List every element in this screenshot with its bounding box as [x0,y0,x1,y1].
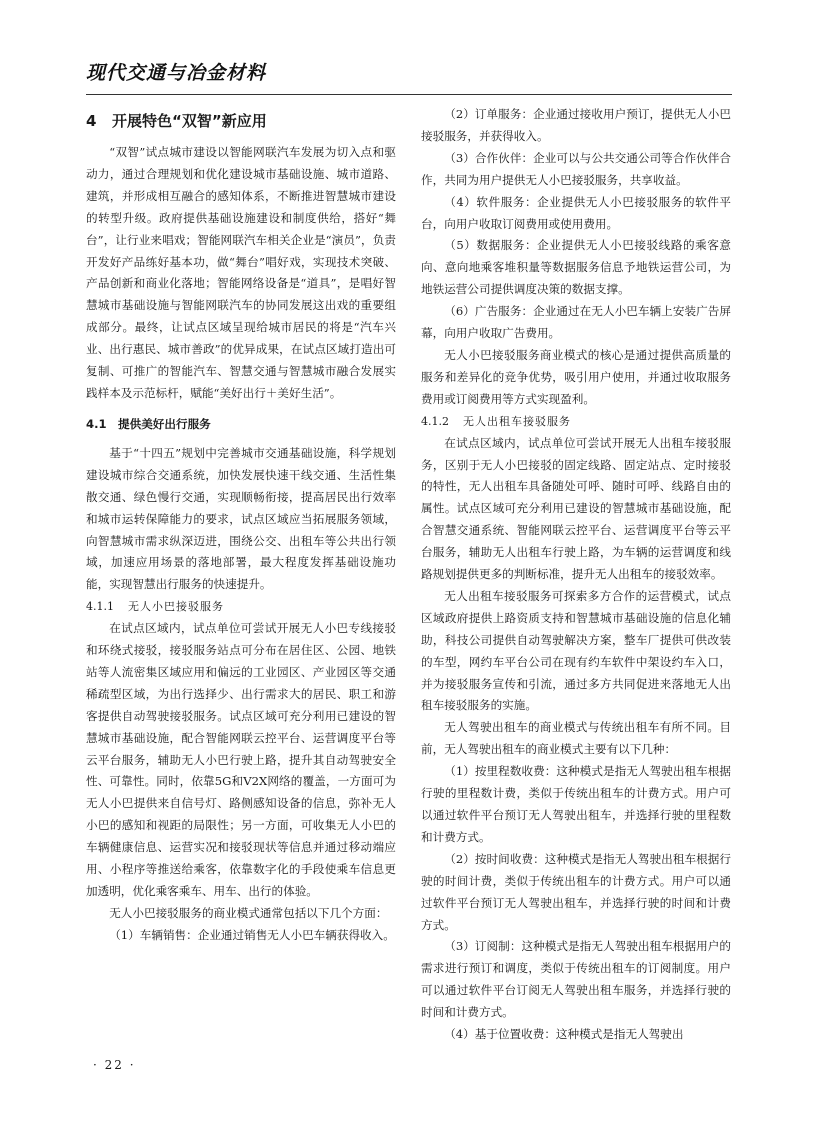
header-rule [86,94,732,95]
list-item: （2）订单服务：企业通过接收用户预订，提供无人小巴接驳服务，并获得收入。 [421,107,731,143]
list-item: （6）广告服务：企业通过在无人小巴车辆上安装广告屏幕，向用户收取广告费用。 [421,304,731,341]
paragraph: 无人出租车接驳服务可探索多方合作的运营模式，试点区域政府提供上路资质支持和智慧城市基础设施的信息化辅助，科技公司提供自动驾驶解决方案，整车厂提供可供改装的车型，网约车平台公司在现有约车软件中架设约车入口，并为接驳服务宣传和引流，通过多方共同促进来落地无人出租车接驳服务的实施。 [421,588,731,713]
list-item: （2）按时间收费：这种模式是指无人驾驶出租车根据行驶的时间计费，类似于传统出租车的计费方式。用户可以通过软件平台预订无人驾驶出租车，并选择行驶的时间和计费方式。 [421,851,731,932]
section-number: 4 [86,112,97,130]
page-number: · 22 · [93,1058,136,1072]
section-number: 4.1 [86,416,107,431]
journal-title: 现代交通与冶金材料 [86,62,267,84]
list-item: （1）车辆销售：企业通过销售无人小巴车辆获得收入。 [109,927,395,942]
paragraph: 无人驾驶出租车的商业模式与传统出租车有所不同。目前，无人驾驶出租车的商业模式主要有以下几种： [421,720,731,757]
paragraph: 无人小巴接驳服务的商业模式通常包括以下几个方面： [109,905,388,920]
paragraph: 在试点区域内，试点单位可尝试开展无人小巴专线接驳和环绕式接驳，接驳服务站点可分布在居住区、公园、地铁站等人流密集区域应用和偏远的工业园区、产业园区等交通稀疏型区域，为出行选择少、出行需求大的居民、职工和游客提供自动驾驶接驳服务。试点区域可充分利用已建设的智慧城市基础设施，配合智能网联云控平台、运营调度平台等云平台服务，辅助无人小巴行驶上路，提升其自动驾驶安全性、可靠性。同时，依靠5G和V2X网络的覆盖，一方面可为无人小巴提供来自信号灯、路侧感知设备的信息，弥补无人小巴的感知和视距的局限性；另一方面，可收集无人小巴的车辆健康信息、运营实况和接驳现状等信息并通过移动端应用、小程序等推送给乘客，依靠数字化的手段使乘车信息更加透明，优化乘客乘车、用车、出行的体验。 [86,621,396,898]
list-item: （4）软件服务：企业提供无人小巴接驳服务的软件平台，向用户收取订阅费用或使用费用。 [421,194,731,231]
list-item: （5）数据服务：企业提供无人小巴接驳线路的乘客意向、意向地乘客堆积量等数据服务信息予地铁运营公司，为地铁运营公司提供调度决策的数据支撑。 [421,238,731,297]
section-title: 开展特色“双智”新应用 [112,112,267,130]
list-item: （1）按里程数收费：这种模式是指无人驾驶出租车根据行驶的里程数计费，类似于传统出租车的计费方式。用户可以通过软件平台预订无人驾驶出租车，并选择行驶的里程数和计费方式。 [421,764,731,844]
section-4-1-heading [86,413,396,435]
section-4-1-1-heading [86,596,396,618]
section-4-heading [86,108,396,134]
paragraph: 在试点区域内，试点单位可尝试开展无人出租车接驳服务，区别于无人小巴接驳的固定线路、固定站点、定时接驳的特性，无人出租车具备随处可呼、随时可呼、线路自由的属性。试点区域可充分利用已建设的智慧城市基础设施，配合智慧交通系统、智能网联云控平台、运营调度平台等云平台服务，辅助无人出租车行驶上路，为车辆的运营调度和线路规划提供更多的判断标准，提升无人出租车的接驳效率。 [421,435,731,582]
section-4-1-2-heading [421,411,731,433]
paragraph: “双智”试点城市建设以智能网联汽车发展为切入点和驱动力，通过合理规划和优化建设城市基础设施、城市道路、建筑，并形成相互融合的感知体系，不断推进智慧城市建设的转型升级。政府提供基础设施建设和制度供给，搭好“舞台”，让行业来唱戏；智能网联汽车相关企业是“演员”，负责开发好产品练好基本功，做“舞台”唱好戏，实现技术突破、产品创新和商业化落地；智能网络设备是“道具”，是唱好智慧城市基础设施与智能网联汽车的协同发展这出戏的重要组成部分。最终，让试点区域呈现给城市居民的将是“汽车兴业、出行惠民、城市善政”的优异成果，在试点区域打造出可复制、可推广的智能汽车、智慧交通与智慧城市融合发展实践样本及示范标杆，赋能“美好出行＋美好生活”。 [86,145,396,400]
section-number: 4.1.1 [86,600,114,614]
list-item: （3）订阅制：这种模式是指无人驾驶出租车根据用户的需求进行预订和调度，类似于传统出租车的订阅制度。用户可以通过软件平台订阅无人驾驶出租车服务，并选择行驶的时间和计费方式。 [421,939,731,1020]
section-title: 无人小巴接驳服务 [128,600,224,614]
list-item: （3）合作伙伴：企业可以与公共交通公司等合作伙伴合作，共同为用户提供无人小巴接驳服务，共享收益。 [421,150,731,187]
left-column [86,104,396,947]
right-column [421,104,731,1046]
paragraph: 无人小巴接驳服务商业模式的核心是通过提供高质量的服务和差异化的竞争优势，吸引用户使用，并通过收取服务费用或订阅费用等方式实现盈利。 [421,347,731,406]
section-title: 提供美好出行服务 [118,416,211,431]
paragraph: 基于“十四五”规划中完善城市交通基础设施，科学规划建设城市综合交通系统，加快发展快速干线交通、生活性集散交通、绿色慢行交通，实现顺畅衔接，提高居民出行效率和城市运转保障能力的要求，试点区域应当拓展服务领域，向智慧城市需求纵深迈进，围绕公交、出租车等公共出行领域，加速应用场景的落地部署，最大程度发挥基础设施功能，实现智慧出行服务的快速提升。 [86,445,396,592]
section-number: 4.1.2 [421,414,449,428]
list-item: （4）基于位置收费：这种模式是指无人驾驶出 [444,1027,684,1042]
section-title: 无人出租车接驳服务 [463,414,571,428]
